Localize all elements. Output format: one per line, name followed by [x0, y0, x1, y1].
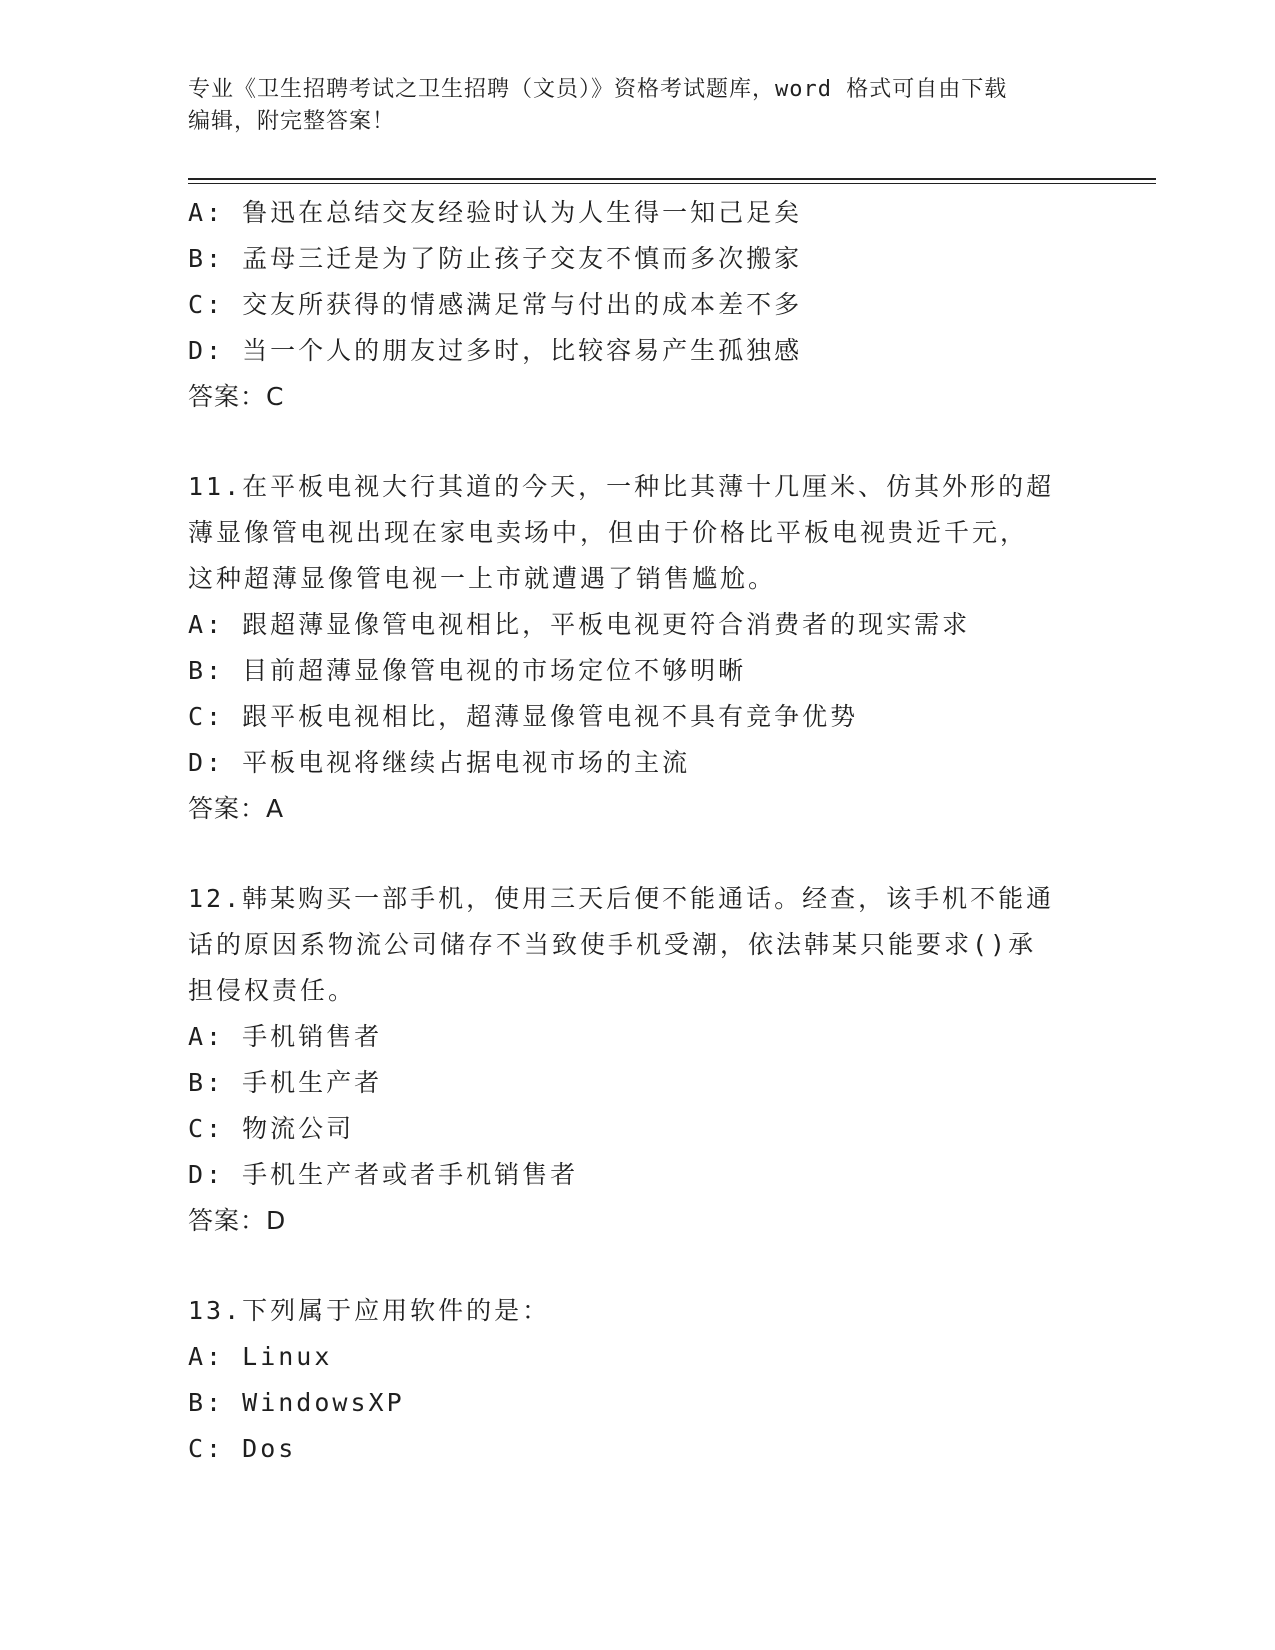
question-list: [188, 190, 1088, 1472]
question-stem: [188, 876, 1088, 1014]
question-13: [188, 1288, 1088, 1472]
question-12: [188, 876, 1088, 1244]
stem-line: 12.韩某购买一部手机，使用三天后便不能通话。经查，该手机不能通: [188, 884, 1055, 913]
option-a: A: 鲁迅在总结交友经验时认为人生得一知己足矣: [188, 198, 803, 227]
document-header: [188, 74, 1088, 138]
option-b: B: 孟母三迁是为了防止孩子交友不慎而多次搬家: [188, 244, 803, 273]
question-10: [188, 190, 1088, 420]
option-d: D: 手机生产者或者手机销售者: [188, 1160, 579, 1189]
header-divider: [188, 178, 1156, 184]
option-c: C: 跟平板电视相比，超薄显像管电视不具有竞争优势: [188, 702, 859, 731]
stem-line: 话的原因系物流公司储存不当致使手机受潮，依法韩某只能要求()承: [188, 930, 1037, 959]
header-line-1: 专业《卫生招聘考试之卫生招聘（文员）》资格考试题库，word 格式可自由下载: [188, 77, 1008, 102]
option-c: C: 物流公司: [188, 1114, 355, 1143]
question-11: [188, 464, 1088, 832]
stem-line: 这种超薄显像管电视一上市就遭遇了销售尴尬。: [188, 564, 777, 593]
stem-line: 13.下列属于应用软件的是：: [188, 1296, 551, 1325]
stem-line: 11.在平板电视大行其道的今天，一种比其薄十几厘米、仿其外形的超: [188, 472, 1055, 501]
question-stem: [188, 464, 1088, 602]
answer: 答案：A: [188, 794, 285, 823]
option-a: A: 手机销售者: [188, 1022, 383, 1051]
option-d: D: 当一个人的朋友过多时，比较容易产生孤独感: [188, 336, 803, 365]
answer: 答案：D: [188, 1206, 287, 1235]
question-stem: [188, 1288, 1088, 1334]
option-a: A: 跟超薄显像管电视相比，平板电视更符合消费者的现实需求: [188, 610, 971, 639]
option-b: B: 手机生产者: [188, 1068, 383, 1097]
option-c: C: 交友所获得的情感满足常与付出的成本差不多: [188, 290, 803, 319]
option-c: C: Dos: [188, 1434, 297, 1463]
option-b: B: WindowsXP: [188, 1388, 405, 1417]
answer: 答案：C: [188, 382, 285, 411]
option-d: D: 平板电视将继续占据电视市场的主流: [188, 748, 691, 777]
option-b: B: 目前超薄显像管电视的市场定位不够明晰: [188, 656, 747, 685]
stem-line: 薄显像管电视出现在家电卖场中，但由于价格比平板电视贵近千元，: [188, 518, 1029, 547]
header-line-2: 编辑，附完整答案！: [188, 109, 396, 134]
option-a: A: Linux: [188, 1342, 333, 1371]
stem-line: 担侵权责任。: [188, 976, 357, 1005]
